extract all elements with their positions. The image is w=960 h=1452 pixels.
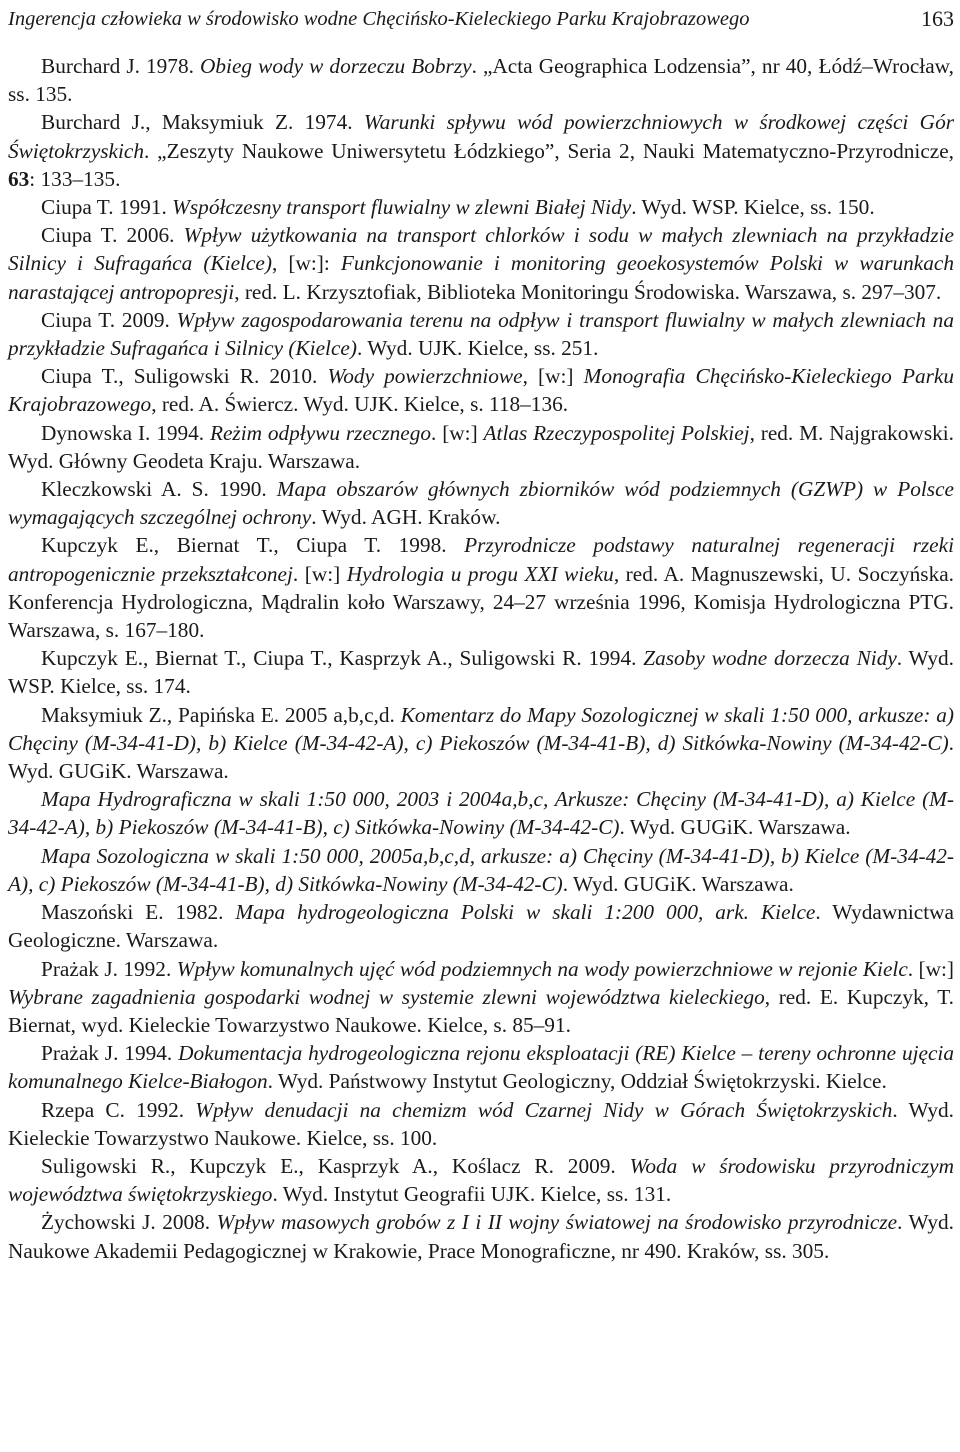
reference-title: Wybrane zagadnienia gospodarki wodnej w systemie zlewni województwa kieleckiego — [8, 984, 765, 1009]
reference-title: Zasoby wodne dorzecza Nidy — [643, 646, 897, 671]
reference-entry — [8, 362, 954, 418]
reference-text: Prażak J. 1992. — [41, 956, 177, 981]
reference-entry — [8, 1096, 954, 1152]
page-number: 163 — [921, 6, 954, 31]
reference-entry — [8, 52, 954, 108]
reference-entry — [8, 193, 954, 221]
reference-title: Współczesny transport fluwialny w zlewni Białej Nidy — [172, 195, 632, 220]
reference-text: Burchard J. 1978. — [41, 54, 200, 78]
reference-text: Ciupa T. 1991. — [41, 195, 173, 220]
reference-title: Obieg wody w dorzeczu Bobrzy — [200, 54, 472, 78]
reference-text: Kupczyk E., Biernat T., Ciupa T., Kasprzyk A., Suligowski R. 1994. — [41, 646, 644, 671]
reference-text: . [w:] — [431, 420, 484, 445]
reference-text: . Wyd. GUGiK. Warszawa. — [562, 871, 794, 896]
reference-title: Wpływ masowych grobów z I i II wojny światowej na środowisko przyrodnicze — [216, 1210, 898, 1235]
reference-entry — [8, 221, 954, 306]
reference-text: . Wyd. GUGiK. Warszawa. — [619, 815, 851, 840]
reference-text: Kupczyk E., Biernat T., Ciupa T. 1998. — [41, 533, 465, 558]
reference-text: , red. A. Świercz. Wyd. UJK. Kielce, s. 118–136. — [151, 392, 569, 417]
reference-text: . [w:] — [907, 956, 954, 981]
reference-title: Wpływ zagospodarowania terenu na odpływ i transport fluwialny w małych zlewniach na przykładzie Sufragańca i Silnicy (Kielce) — [8, 307, 954, 361]
reference-title: Dokumentacja hydrogeologiczna rejonu eksploatacji (RE) Kielce – tereny ochronne ujęcia komunalnego Kielce-Białogon — [8, 1041, 954, 1094]
reference-entry — [8, 1152, 954, 1208]
reference-title: Atlas Rzeczypospolitej Polskiej — [483, 420, 750, 445]
reference-title: Hydrologia u progu XXI wieku — [346, 561, 614, 586]
reference-text: . Wyd. AGH. Kraków. — [311, 505, 501, 530]
reference-text: . Wyd. WSP. Kielce, ss. 150. — [631, 195, 875, 220]
reference-text: . Wydawnictwa Geologiczne. Warszawa. — [8, 900, 954, 953]
reference-title: Wpływ denudacji na chemizm wód Czarnej Nidy w Górach Świętokrzyskich — [195, 1097, 893, 1122]
reference-title: Mapa Sozologiczna w skali 1:50 000, 2005a,b,c,d, arkusze: a) Chęciny (M-34-41-D), b) Kielce (M-34-42-A), c) Piekoszów (M-34-41-B), d) Sitkówka-Nowiny (M-34-42-C) — [8, 843, 954, 896]
reference-entry — [8, 475, 954, 531]
reference-text: . „Zeszyty Naukowe Uniwersytetu Łódzkiego”, Seria 2, Nauki Matematyczno-Przyrodnicze, — [144, 138, 954, 163]
reference-entry — [8, 644, 954, 700]
reference-text: . [w:] — [292, 561, 347, 586]
reference-text: Ciupa T. 2006. — [41, 223, 184, 248]
reference-text: Maksymiuk Z., Papińska E. 2005 a,b,c,d. — [41, 702, 401, 727]
reference-title: Wody powierzchniowe — [327, 364, 523, 389]
reference-text: . „Acta Geographica Lodzensia”, nr 40, Łódź–Wrocław, ss. 135. — [8, 54, 954, 107]
reference-entry — [8, 842, 954, 898]
reference-text: , red. E. Kupczyk, T. Biernat, wyd. Kieleckie Towarzystwo Naukowe. Kielce, s. 85–91. — [8, 984, 955, 1037]
reference-text: , red. A. Magnuszewski, U. Soczyńska. Konferencja Hydrologiczna, Mądralin koło Warszawy, 24–27 września 1996, Komisja Hydrologiczna PTG. Warszawa, s. 167–180. — [8, 561, 954, 643]
reference-text: . Wyd. Państwowy Instytut Geologiczny, Oddział Świętokrzyski. Kielce. — [267, 1069, 887, 1094]
reference-text: , red. M. Najgrakowski. Wyd. Główny Geodeta Kraju. Warszawa. — [8, 420, 954, 473]
reference-entry — [8, 701, 954, 786]
reference-title: Funkcjonowanie i monitoring geoekosystemów Polski w warunkach narastającej antropopresji — [8, 251, 954, 304]
reference-entry — [8, 785, 954, 841]
reference-title: Komentarz do Mapy Sozologicznej w skali 1:50 000, arkusze: a) Chęciny (M-34-41-D), b) Kielce (M-34-42-A), c) Piekoszów (M-34-41-B), d) Sitkówka-Nowiny (M-34-42-C) — [8, 702, 955, 755]
reference-title: Mapa hydrogeologiczna Polski w skali 1:200 000, ark. Kielce — [235, 900, 816, 925]
reference-title: Wpływ komunalnych ujęć wód podziemnych na wody powierzchniowe w rejonie Kielc — [176, 956, 908, 981]
reference-text: Burchard J., Maksymiuk Z. 1974. — [41, 110, 364, 135]
reference-text: Ciupa T. 2009. — [41, 307, 177, 332]
reference-entry — [8, 531, 954, 644]
reference-text: . Wyd. UJK. Kielce, ss. 251. — [356, 336, 599, 361]
reference-title: Reżim odpływu rzecznego — [209, 420, 432, 445]
reference-text: Żychowski J. 2008. — [41, 1210, 217, 1235]
reference-text: . Wyd. Instytut Geografii UJK. Kielce, ss. 131. — [272, 1182, 672, 1207]
reference-title: Warunki spływu wód powierzchniowych w środkowej części Gór Świętokrzyskich — [8, 110, 955, 163]
reference-title: Monografia Chęcińsko-Kieleckiego Parku Krajobrazowego — [8, 364, 954, 417]
reference-text: . Wyd. WSP. Kielce, ss. 174. — [8, 646, 954, 699]
reference-entry — [8, 1208, 954, 1264]
reference-title: Woda w środowisku przyrodniczym województwa świętokrzyskiego — [8, 1153, 954, 1207]
reference-text: : 133–135. — [29, 166, 121, 191]
reference-text: Suligowski R., Kupczyk E., Kasprzyk A., Koślacz R. 2009. — [41, 1153, 630, 1178]
reference-entry — [8, 419, 954, 475]
reference-title: Mapa Hydrograficzna w skali 1:50 000, 2003 i 2004a,b,c, Arkusze: Chęciny (M-34-41-D), a) Kielce (M-34-42-A), b) Piekoszów (M-34-41-B), c) Sitkówka-Nowiny (M-34-42-C) — [8, 787, 954, 840]
reference-text: , [w:] — [522, 364, 584, 389]
reference-text: . Wyd. GUGiK. Warszawa. — [8, 730, 954, 784]
reference-text: Prażak J. 1994. — [41, 1041, 179, 1066]
reference-title: Mapa obszarów głównych zbiorników wód podziemnych (GZWP) w Polsce wymagających szczególnej ochrony — [8, 477, 954, 530]
reference-text: Maszoński E. 1982. — [41, 900, 236, 925]
reference-text: , red. L. Krzysztofiak, Biblioteka Monitoringu Środowiska. Warszawa, s. 297–307. — [234, 279, 942, 304]
reference-text: , [w:]: — [271, 251, 341, 276]
reference-list — [8, 52, 954, 1265]
reference-text: Dynowska I. 1994. — [41, 420, 210, 445]
reference-entry — [8, 1039, 954, 1095]
reference-text: Ciupa T., Suligowski R. 2010. — [41, 364, 328, 389]
reference-title: Wpływ użytkowania na transport chlorków i sodu w małych zlewniach na przykładzie Silnicy i Sufragańca (Kielce) — [8, 223, 954, 276]
reference-entry — [8, 898, 954, 954]
reference-title: Przyrodnicze podstawy naturalnej regeneracji rzeki antropogenicznie przekształconej — [8, 533, 954, 586]
reference-text: . Wyd. Naukowe Akademii Pedagogicznej w Krakowie, Prace Monograficzne, nr 490. Kraków, ss. 305. — [8, 1210, 954, 1263]
reference-text: . Wyd. Kieleckie Towarzystwo Naukowe. Kielce, ss. 100. — [8, 1097, 954, 1150]
reference-entry — [8, 306, 954, 362]
reference-text: Kleczkowski A. S. 1990. — [41, 477, 277, 502]
running-header — [8, 2, 954, 36]
reference-volume: 63 — [8, 166, 30, 191]
reference-entry — [8, 108, 954, 193]
reference-text: Rzepa C. 1992. — [41, 1097, 196, 1122]
running-title: Ingerencja człowieka w środowisko wodne Chęcińsko-Kieleckiego Parku Krajobrazowego — [8, 8, 750, 30]
reference-entry — [8, 955, 954, 1040]
